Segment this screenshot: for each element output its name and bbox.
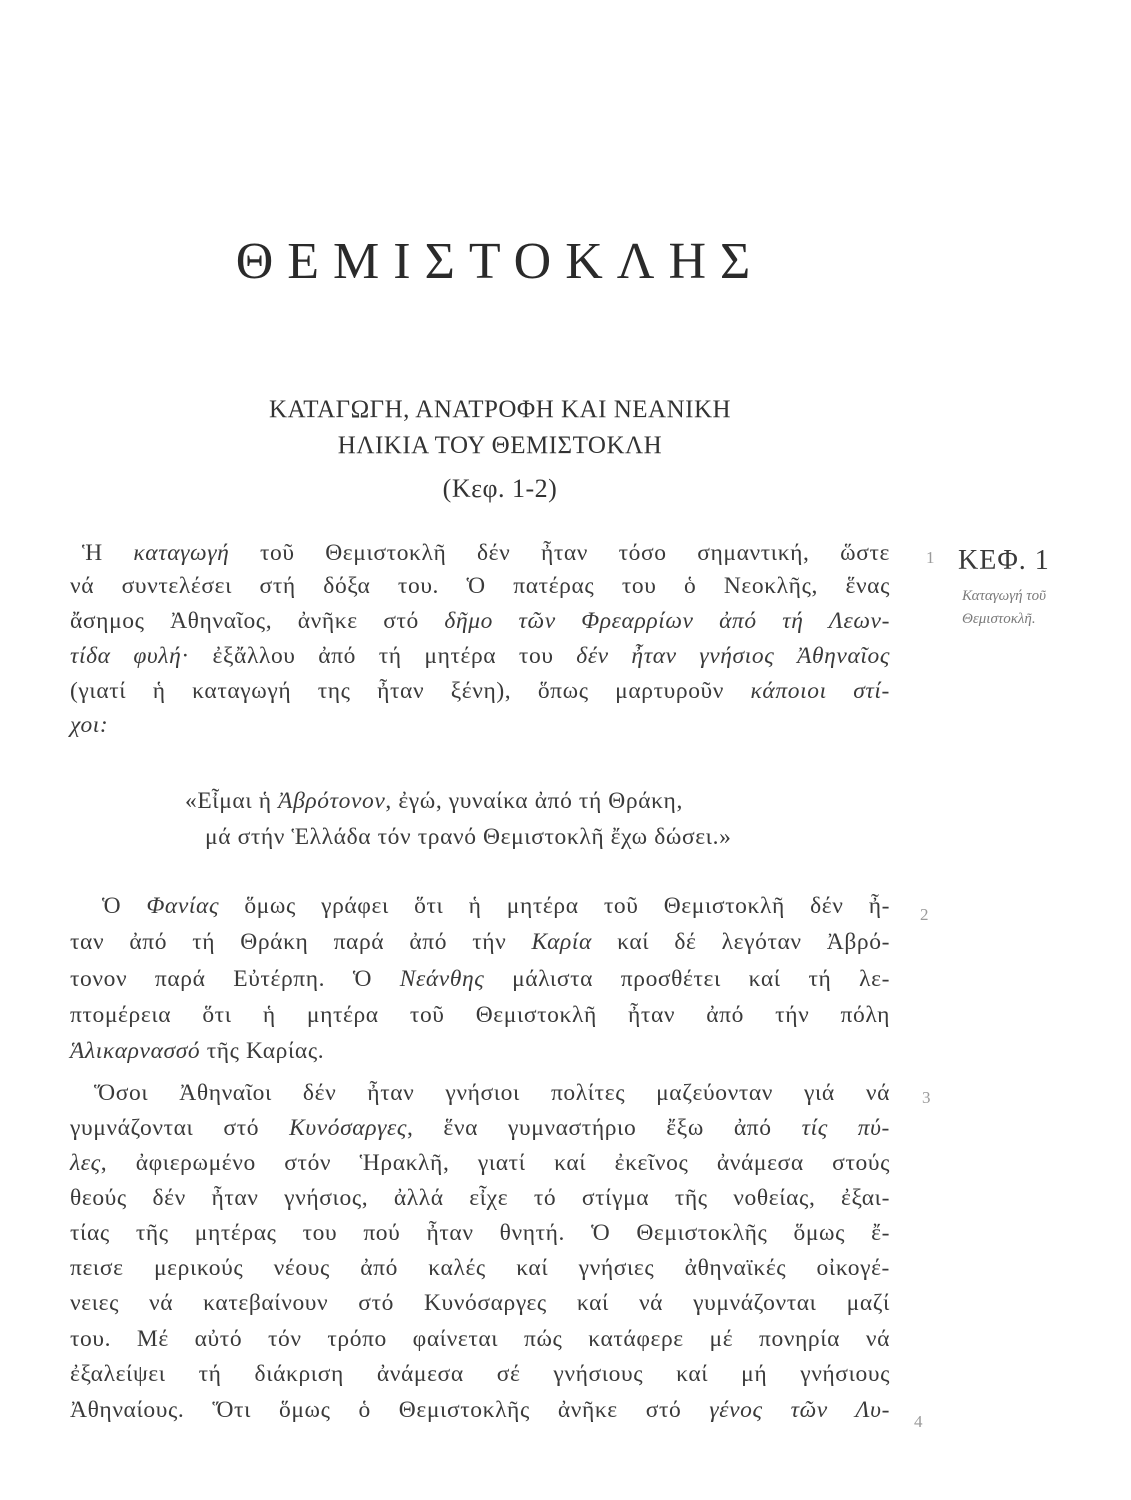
paragraph-3-line: τίας τῆς μητέρας του πού ἦταν θνητή. Ὁ Θεμιστοκλῆς ὅμως ἔ- [70, 1220, 890, 1246]
paragraph-2-line: ταν ἀπό τή Θράκη παρά ἀπό τήν Καρία καί δέ λεγόταν Ἀβρό- [70, 929, 891, 955]
paragraph-2-line: πτομέρεια ὅτι ἡ μητέρα τοῦ Θεμιστοκλῆ ἦταν ἀπό τήν πόλη [70, 1002, 890, 1028]
paragraph-3-line: του. Μέ αὐτό τόν τρόπο φαίνεται πώς κατάφερε μέ πονηρία νά [70, 1326, 890, 1352]
section-heading-line-1: ΚΑΤΑΓΩΓΗ, ΑΝΑΤΡΟΦΗ ΚΑΙ ΝΕΑΝΙΚΗ [268, 396, 732, 423]
paragraph-3-line: πεισε μερικούς νέους ἀπό καλές καί γνήσιες ἀθηναϊκές οἰκογέ- [70, 1255, 890, 1281]
paragraph-1-line: χοι: [70, 712, 109, 738]
paragraph-3-line: Ἀθηναίους. Ὅτι ὅμως ὁ Θεμιστοκλῆς ἀνῆκε στό γένος τῶν Λυ- [70, 1397, 890, 1423]
paragraph-2-line: τονον παρά Εὐτέρπη. Ὁ Νεάνθης μάλιστα προσθέτει καί τή λε- [70, 966, 890, 992]
margin-line-number: 4 [914, 1412, 923, 1431]
section-heading-line-2: ΗΛΙΚΙΑ ΤΟΥ ΘΕΜΙΣΤΟΚΛΗ [337, 432, 663, 459]
paragraph-2-line: Ἁλικαρνασσό τῆς Καρίας. [70, 1038, 325, 1064]
paragraph-3-line: θεούς δέν ἦταν γνήσιος, ἀλλά εἶχε τό στίγμα τῆς νοθείας, ἐξαι- [70, 1185, 890, 1211]
paragraph-3-line: λες, ἀφιερωμένο στόν Ἡρακλῆ, γιατί καί ἐκεῖνος ἀνάμεσα στούς [70, 1150, 890, 1176]
margin-chapter-subtitle: Θεμιστοκλῆ. [962, 611, 1036, 627]
paragraph-1-line: (γιατί ἡ καταγωγή της ἦταν ξένη), ὅπως μαρτυροῦν κάποιοι στί- [70, 678, 890, 704]
margin-chapter-subtitle: Καταγωγή τοῦ [962, 588, 1047, 604]
margin-line-number: 3 [922, 1088, 931, 1107]
verse-line: μά στήν Ἑλλάδα τόν τρανό Θεμιστοκλῆ ἔχω δώσει.» [205, 824, 732, 850]
paragraph-3-line: Ὅσοι Ἀθηναῖοι δέν ἦταν γνήσιοι πολίτες μαζεύονταν γιά νά [94, 1080, 890, 1106]
verse-line: «Εἶμαι ἡ Ἀβρότονον, ἐγώ, γυναίκα ἀπό τή Θράκη, [185, 788, 683, 814]
page-title: ΘΕΜΙΣΤΟΚΛΗΣ [235, 233, 765, 290]
section-chapters: (Κεφ. 1-2) [442, 474, 558, 503]
margin-chapter-label: ΚΕΦ. 1 [958, 545, 1050, 576]
paragraph-1-line: ἄσημος Ἀθηναῖος, ἀνῆκε στό δῆμο τῶν Φρεαρρίων ἀπό τή Λεων- [70, 608, 890, 634]
margin-line-number: 2 [920, 905, 929, 924]
paragraph-1-line: τίδα φυλή· ἐξἄλλου ἀπό τή μητέρα του δέν ἦταν γνήσιος Ἀθηναῖος [70, 643, 891, 669]
paragraph-3-line: ἐξαλείψει τή διάκριση ἀνάμεσα σέ γνήσιους καί μή γνήσιους [70, 1361, 890, 1387]
paragraph-1-line: νά συντελέσει στή δόξα του. Ὁ πατέρας του ὁ Νεοκλῆς, ἕνας [70, 573, 890, 599]
paragraph-1-line: Ἡ καταγωγή τοῦ Θεμιστοκλῆ δέν ἦταν τόσο σημαντική, ὥστε [82, 540, 890, 566]
paragraph-3-line: νειες νά κατεβαίνουν στό Κυνόσαργες καί νά γυμνάζονται μαζί [70, 1290, 890, 1316]
paragraph-2-line: Ὁ Φανίας ὅμως γράφει ὅτι ἡ μητέρα τοῦ Θεμιστοκλῆ δέν ἦ- [102, 893, 891, 919]
paragraph-3-line: γυμνάζονται στό Κυνόσαργες, ἕνα γυμναστήριο ἔξω ἀπό τίς πύ- [70, 1115, 890, 1141]
margin-line-number: 1 [926, 548, 935, 567]
